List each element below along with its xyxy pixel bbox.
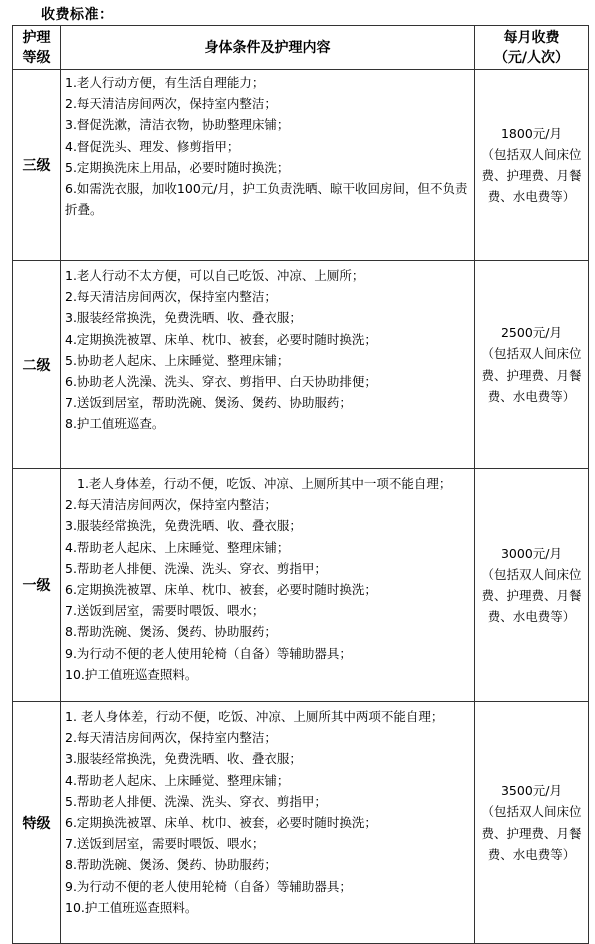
- list-item: 1.老人行动不太方便，可以自己吃饭、冲凉、上厕所；: [65, 268, 365, 283]
- header-level: [13, 26, 61, 70]
- fee-table: [12, 25, 589, 944]
- doc-title: 收费标准：: [41, 7, 114, 23]
- list-item: 8.帮助洗碗、煲汤、煲药、协助服药；: [65, 857, 277, 873]
- list-item: 4.帮助老人起床、上床睡觉、整理床铺；: [65, 539, 290, 555]
- fee-amount: 3500元/月: [500, 783, 563, 799]
- table-row: [13, 70, 589, 261]
- list-item: 7.送饭到居室，帮助洗碗、煲汤、煲药、协助服药；: [65, 395, 352, 411]
- list-item: 9.为行动不便的老人使用轮椅（自备）等辅助器具；: [65, 645, 352, 661]
- fee-amount: 2500元/月: [500, 325, 563, 341]
- list-item: 3.服装经常换洗，免费洗晒、收、叠衣服；: [65, 751, 302, 767]
- fee-cell: [475, 70, 589, 261]
- list-item: 6.如需洗衣服，加收100元/月，护工负责洗晒、晾干收回房间，但不负责折叠。: [65, 181, 468, 218]
- fee-amount: 1800元/月: [500, 125, 563, 141]
- level-cell: 一级: [13, 469, 61, 702]
- header-fee-line1: 每月收费: [503, 29, 560, 46]
- conditions-cell: [61, 70, 475, 261]
- list-item: 1.老人身体差，行动不便，吃饭、冲凉、上厕所其中一项不能自理；: [77, 476, 452, 491]
- list-item: 2.每天清洁房间两次，保持室内整洁；: [65, 96, 277, 112]
- header-conditions: 身体条件及护理内容: [61, 26, 475, 70]
- fee-note: （包括双人间床位费、护理费、月餐费、水电费等）: [481, 566, 582, 625]
- fee-cell: [475, 702, 589, 944]
- list-item: 5.帮助老人排便、洗澡、洗头、穿衣、剪指甲；: [65, 793, 327, 809]
- list-item: 2.每天清洁房间两次，保持室内整洁；: [65, 497, 277, 513]
- list-item: 7.送饭到居室，需要时喂饭、喂水；: [65, 836, 265, 852]
- conditions-cell: [61, 469, 475, 702]
- list-item: 2.每天清洁房间两次，保持室内整洁；: [65, 289, 277, 305]
- header-level-line1: 护理: [22, 29, 51, 46]
- level-cell: 特级: [13, 702, 61, 944]
- fee-amount: 3000元/月: [500, 545, 563, 561]
- list-item: 1. 老人身体差，行动不便，吃饭、冲凉、上厕所其中两项不能自理；: [65, 709, 444, 724]
- list-item: 2.每天清洁房间两次，保持室内整洁；: [65, 730, 277, 746]
- list-item: 3.服装经常换洗，免费洗晒、收、叠衣服；: [65, 518, 302, 534]
- level-cell: 二级: [13, 261, 61, 469]
- list-item: 1.老人行动方便，有生活自理能力；: [65, 75, 265, 90]
- list-item: 5.定期换洗床上用品，必要时随时换洗；: [65, 159, 290, 175]
- table-row: [13, 261, 589, 469]
- conditions-cell: [61, 702, 475, 944]
- list-item: 10.护工值班巡查照料。: [65, 666, 198, 682]
- list-item: 4.督促洗头、理发、修剪指甲；: [65, 138, 240, 154]
- list-item: 3.服装经常换洗，免费洗晒、收、叠衣服；: [65, 310, 302, 326]
- fee-note: （包括双人间床位费、护理费、月餐费、水电费等）: [481, 804, 582, 862]
- list-item: 5.协助老人起床、上床睡觉、整理床铺；: [65, 352, 290, 368]
- list-item: 10.护工值班巡查照料。: [65, 899, 198, 915]
- header-fee-line2: （元/人次）: [493, 49, 570, 66]
- list-item: 6.定期换洗被罩、床单、枕巾、被套，必要时随时换洗；: [65, 815, 377, 831]
- list-item: 3.督促洗漱，清洁衣物，协助整理床铺；: [65, 117, 290, 133]
- header-fee: [475, 26, 589, 70]
- list-item: 5.帮助老人排便、洗澡、洗头、穿衣、剪指甲；: [65, 560, 327, 576]
- list-item: 6.协助老人洗澡、洗头、穿衣、剪指甲、白天协助排便；: [65, 374, 377, 390]
- fee-note: （包括双人间床位费、护理费、月餐费、水电费等）: [481, 346, 582, 404]
- fee-cell: [475, 261, 589, 469]
- fee-note: （包括双人间床位费、护理费、月餐费、水电费等）: [481, 146, 582, 205]
- fee-cell: [475, 469, 589, 702]
- level-cell: 三级: [13, 70, 61, 261]
- list-item: 4.定期换洗被罩、床单、枕巾、被套，必要时随时换洗；: [65, 331, 377, 347]
- list-item: 8.帮助洗碗、煲汤、煲药、协助服药；: [65, 624, 277, 640]
- list-item: 4.帮助老人起床、上床睡觉、整理床铺；: [65, 772, 290, 788]
- list-item: 7.送饭到居室，需要时喂饭、喂水；: [65, 603, 265, 619]
- list-item: 9.为行动不便的老人使用轮椅（自备）等辅助器具；: [65, 878, 352, 894]
- header-level-line2: 等级: [22, 49, 51, 66]
- table-row: [13, 469, 589, 702]
- list-item: 6.定期换洗被罩、床单、枕巾、被套，必要时随时换洗；: [65, 582, 377, 598]
- list-item: 8.护工值班巡查。: [65, 416, 165, 432]
- table-row: [13, 702, 589, 944]
- conditions-cell: [61, 261, 475, 469]
- header-row: [13, 26, 589, 70]
